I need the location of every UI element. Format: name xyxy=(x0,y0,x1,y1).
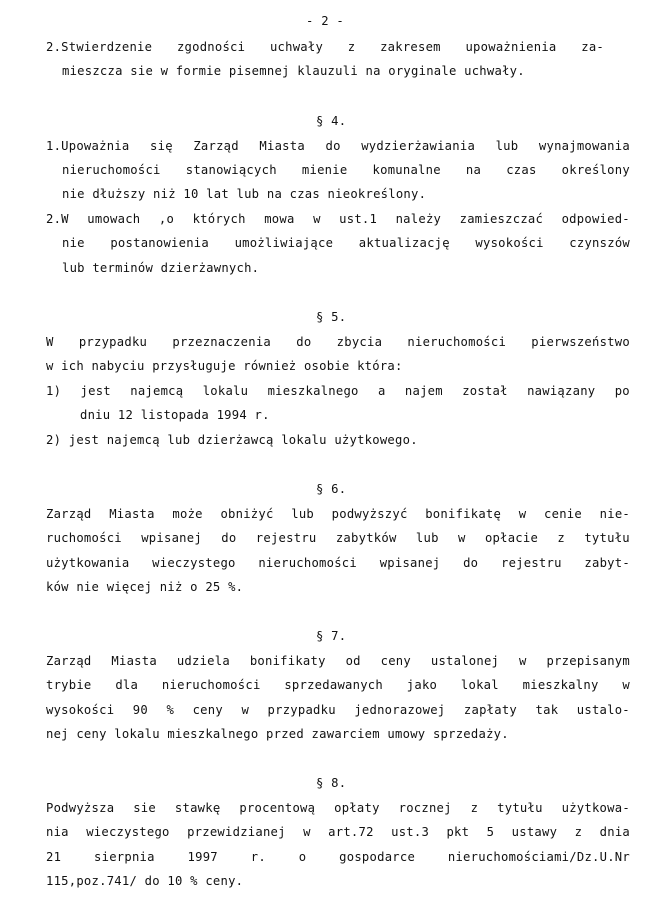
section-heading: § 7. xyxy=(316,629,347,643)
word: najemcą xyxy=(130,384,184,398)
text-line xyxy=(62,233,630,253)
section-heading: § 4. xyxy=(316,114,347,128)
text-line xyxy=(46,675,630,695)
text-line xyxy=(46,37,604,57)
word: Miasta xyxy=(259,139,305,153)
word: na xyxy=(465,163,482,177)
word: wydzierżawiania xyxy=(361,139,476,153)
word: ust.1 xyxy=(339,212,378,226)
word: udziela xyxy=(176,654,230,668)
text-line: mieszcza sie w formie pisemnej klauzuli na oryginale uchwały. xyxy=(62,64,525,78)
word: rejestru xyxy=(255,531,317,545)
word: ,o xyxy=(158,212,175,226)
word: nia xyxy=(46,825,69,839)
word: został xyxy=(462,384,508,398)
word: ceny xyxy=(192,703,223,717)
word: art.72 xyxy=(328,825,374,839)
word: procentową xyxy=(239,801,316,815)
word: 2.Stwierdzenie xyxy=(46,40,153,54)
word: zamieszczać xyxy=(459,212,544,226)
word: cenie xyxy=(544,507,582,521)
word: Miasta xyxy=(109,507,155,521)
page-number: - 2 - xyxy=(306,14,344,28)
word: w xyxy=(458,531,466,545)
word: mieszkalny xyxy=(522,678,599,692)
word: nieruchomościami/Dz.U.Nr xyxy=(447,850,630,864)
text-line: lub terminów dzierżawnych. xyxy=(62,261,260,275)
word: jednorazowej xyxy=(354,703,446,717)
word: podwyższyć xyxy=(331,507,408,521)
word: komunalne xyxy=(372,163,441,177)
word: postanowienia xyxy=(110,236,209,250)
word: przepisanym xyxy=(546,654,630,668)
text-line xyxy=(46,798,630,818)
word: ustalonej xyxy=(430,654,500,668)
word: nieruchomości xyxy=(258,556,357,570)
text-line: nie dłuższy niż 10 lat lub na czas nieokreślony. xyxy=(62,187,427,201)
word: z xyxy=(574,825,583,839)
text-line xyxy=(46,136,630,156)
word: r. xyxy=(250,850,266,864)
word: ustalo- xyxy=(576,703,630,717)
word: wieczystego xyxy=(86,825,170,839)
word: 2.W xyxy=(46,212,69,226)
word: ustawy xyxy=(511,825,558,839)
word: lokalu xyxy=(202,384,249,398)
word: umożliwiające xyxy=(234,236,334,250)
word: w xyxy=(313,212,321,226)
word: upoważnienia xyxy=(465,40,557,54)
text-line xyxy=(46,553,630,573)
word: w xyxy=(622,678,630,692)
word: przypadku xyxy=(78,335,148,349)
word: w xyxy=(519,654,527,668)
word: wpisanej xyxy=(141,531,202,545)
word: zabyt- xyxy=(584,556,630,570)
word: umowach xyxy=(87,212,141,226)
word: zakresem xyxy=(380,40,441,54)
word: w xyxy=(241,703,250,717)
word: opłacie xyxy=(484,531,539,545)
word: aktualizację xyxy=(358,236,450,250)
word: ust.3 xyxy=(391,825,430,839)
word: Zarząd xyxy=(46,654,92,668)
word: bonifikatę xyxy=(425,507,502,521)
text-line xyxy=(46,332,630,352)
word: tytułu xyxy=(584,531,630,545)
word: odpowied- xyxy=(561,212,630,226)
word: zgodności xyxy=(176,40,246,54)
word: do xyxy=(463,556,479,570)
word: z xyxy=(347,40,356,54)
word: użytkowa- xyxy=(561,801,630,815)
word: od xyxy=(345,654,361,668)
word: się xyxy=(150,139,173,153)
word: przeznaczenia xyxy=(172,335,271,349)
word: nie- xyxy=(599,507,630,521)
word: lub xyxy=(495,139,519,153)
text-line: w ich nabyciu przysługuje również osobie która: xyxy=(46,359,403,373)
text-line: nej ceny lokalu mieszkalnego przed zawarciem umowy sprzedaży. xyxy=(46,727,509,741)
word: lub xyxy=(415,531,439,545)
text-line xyxy=(46,700,630,720)
word: W xyxy=(46,335,54,349)
word: o xyxy=(298,850,307,864)
text-line xyxy=(62,160,630,180)
word: w xyxy=(518,507,527,521)
text-line: ków nie więcej niż o 25 %. xyxy=(46,580,244,594)
word: użytkowania xyxy=(46,556,130,570)
word: najem xyxy=(404,384,443,398)
word: nie xyxy=(62,236,85,250)
word: nawiązany xyxy=(527,384,596,398)
word: 21 xyxy=(46,850,62,864)
word: czynszów xyxy=(569,236,630,250)
word: przewidzianej xyxy=(187,825,286,839)
text-line xyxy=(46,651,630,671)
word: do xyxy=(325,139,341,153)
word: sprzedawanych xyxy=(284,678,383,692)
word: w xyxy=(303,825,311,839)
word: mieszkalnego xyxy=(267,384,359,398)
word: 90 xyxy=(132,703,148,717)
word: bonifikaty xyxy=(249,654,326,668)
word: dnia xyxy=(599,825,630,839)
word: rejestru xyxy=(500,556,562,570)
text-line xyxy=(46,847,630,867)
word: do xyxy=(296,335,312,349)
word: Podwyższa xyxy=(46,801,115,815)
word: zbycia xyxy=(336,335,383,349)
word: wysokości xyxy=(46,703,115,717)
word: zabytków xyxy=(335,531,397,545)
text-line xyxy=(46,209,630,229)
word: 5 xyxy=(486,825,495,839)
word: sierpnia xyxy=(94,850,155,864)
word: za- xyxy=(581,40,604,54)
word: rocznej xyxy=(398,801,452,815)
word: ceny xyxy=(380,654,411,668)
word: lub xyxy=(291,507,314,521)
word: trybie xyxy=(46,678,92,692)
word: 1.Upoważnia xyxy=(46,139,130,153)
word: Zarząd xyxy=(193,139,239,153)
word: czas xyxy=(506,163,537,177)
text-line xyxy=(46,822,630,842)
word: Zarząd xyxy=(46,507,92,521)
word: % xyxy=(166,703,175,717)
word: zapłaty xyxy=(463,703,518,717)
word: nieruchomości xyxy=(407,335,507,349)
word: wpisanej xyxy=(379,556,441,570)
word: mowa xyxy=(264,212,295,226)
word: Miasta xyxy=(111,654,157,668)
word: po xyxy=(614,384,630,398)
text-line xyxy=(46,528,630,548)
word: tak xyxy=(535,703,559,717)
word: których xyxy=(192,212,246,226)
section-heading: § 6. xyxy=(316,482,347,496)
word: ruchomości xyxy=(46,531,122,545)
word: nieruchomości xyxy=(62,163,161,177)
word: jest xyxy=(80,384,111,398)
text-line: 2) jest najemcą lub dzierżawcą lokalu użytkowego. xyxy=(46,433,418,447)
word: sie xyxy=(133,801,156,815)
word: do xyxy=(221,531,237,545)
section-heading: § 5. xyxy=(316,310,347,324)
word: tytułu xyxy=(497,801,543,815)
word: należy xyxy=(395,212,442,226)
text-line xyxy=(46,504,630,524)
word: pierwszeństwo xyxy=(531,335,630,349)
word: mienie xyxy=(301,163,348,177)
word: jako xyxy=(406,678,438,692)
word: wysokości xyxy=(475,236,544,250)
word: wynajmowania xyxy=(538,139,630,153)
word: opłaty xyxy=(334,801,380,815)
word: dla xyxy=(115,678,139,692)
word: 1997 xyxy=(187,850,218,864)
word: wieczystego xyxy=(152,556,236,570)
word: określony xyxy=(561,163,630,177)
word: może xyxy=(172,507,203,521)
word: 1) xyxy=(46,384,62,398)
word: obniżyć xyxy=(220,507,274,521)
word: gospodarce xyxy=(339,850,416,864)
text-line: 115,poz.741/ do 10 % ceny. xyxy=(46,874,244,888)
word: z xyxy=(470,801,479,815)
word: nieruchomości xyxy=(161,678,261,692)
word: uchwały xyxy=(269,40,324,54)
word: stawkę xyxy=(174,801,221,815)
word: stanowiących xyxy=(185,163,277,177)
word: a xyxy=(377,384,386,398)
word: lokal xyxy=(460,678,499,692)
text-line: dniu 12 listopada 1994 r. xyxy=(80,408,270,422)
text-line xyxy=(46,381,630,401)
word: przypadku xyxy=(267,703,336,717)
word: pkt xyxy=(446,825,470,839)
section-heading: § 8. xyxy=(316,776,347,790)
word: z xyxy=(557,531,565,545)
